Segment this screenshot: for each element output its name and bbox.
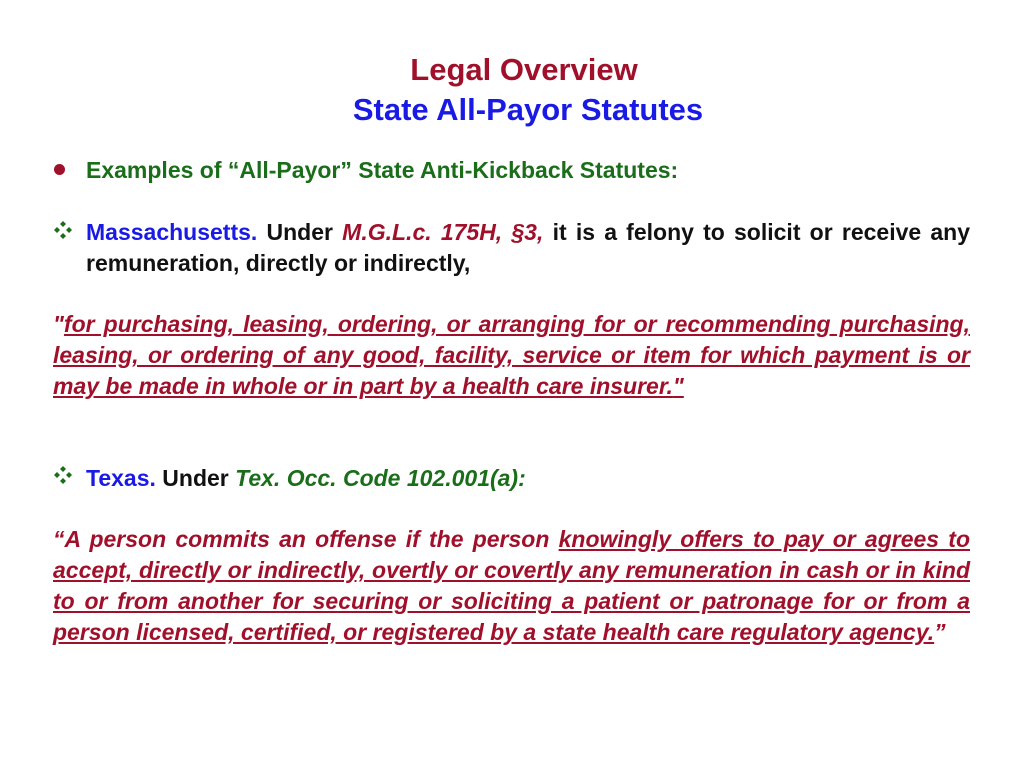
diamond-bullet-icon (53, 220, 73, 240)
texas-quote-underlined: knowingly offers to pay or agrees to accept, directly or indirectly, overtly or covertly any remuneration in cash or in kind to or from another for securing or soliciting a patient or patronage for or from a person licensed, certified, or registered by a state health care regulatory agency. (53, 526, 970, 645)
bullet-dot-icon (54, 164, 65, 175)
diamond-bullet-icon (53, 465, 73, 485)
massachusetts-under: Under (257, 219, 343, 245)
intro-heading: Examples of “All-Payor” State Anti-Kickback Statutes: (86, 157, 679, 183)
massachusetts-quote-close: " (672, 373, 684, 399)
texas-quote-lead: A person commits an offense if the person (64, 526, 559, 552)
texas-quote-open: “ (53, 526, 65, 552)
texas-quote-close: ” (934, 619, 946, 645)
massachusetts-label: Massachusetts. (86, 219, 258, 245)
massachusetts-quote-open: " (53, 311, 64, 337)
texas-label: Texas. (86, 465, 156, 491)
massachusetts-quote (53, 309, 970, 402)
massachusetts-quote-text: for purchasing, leasing, ordering, or arranging for or recommending purchasing, leasing, or ordering of any good, facility, service or item for which payment is or may be made in whole or in part by a health care insurer. (53, 311, 970, 399)
texas-paragraph (86, 463, 970, 494)
massachusetts-citation: M.G.L.c. 175H, §3, (342, 219, 544, 245)
slide-subtitle: State All-Payor Statutes (352, 92, 704, 127)
texas-under: Under (155, 465, 236, 491)
massachusetts-body: it is a felony to solicit or receive any remuneration, directly or indirectly, (86, 219, 970, 276)
massachusetts-paragraph (86, 217, 970, 279)
slide-title: Legal Overview (410, 52, 638, 87)
texas-citation: Tex. Occ. Code 102.001(a): (235, 465, 526, 491)
texas-quote (53, 524, 970, 648)
